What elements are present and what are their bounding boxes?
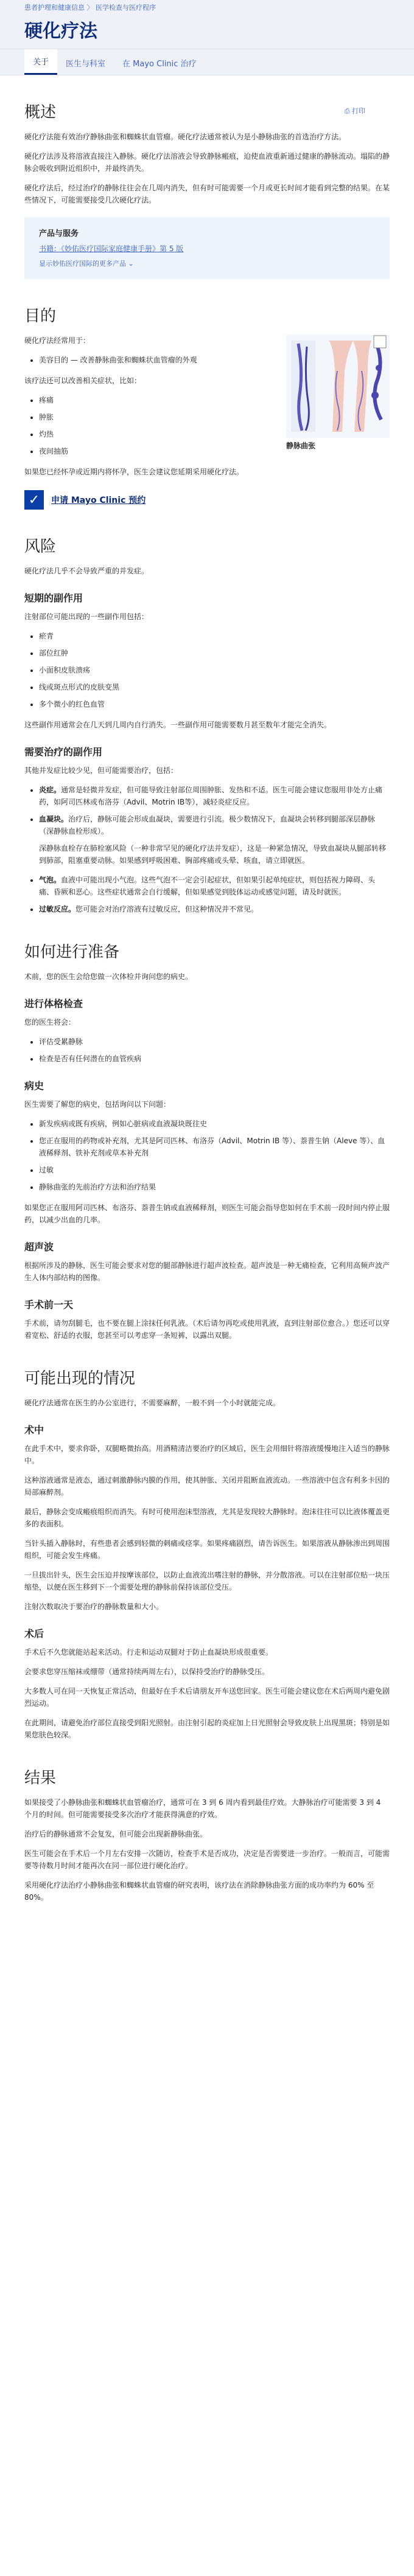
varicose-veins-illustration: [286, 334, 390, 438]
after-paragraph: 大多数人可在同一天恢复正常活动，但最好在手术后请朋友开车送您回家。医生可能会建议您在术后两周内避免剧烈运动。: [24, 1687, 390, 1708]
check-icon: ✓: [24, 490, 44, 510]
treatment-list: [24, 784, 390, 915]
dvt-note: 深静脉血栓存在肺栓塞风险（一种非常罕见的硬化疗法并发症），这是一种紧急情况，导致血凝块从腿部转移到肺部，阻塞重要动脉。如果感到呼吸困难、胸部疼痛或头晕、咳血，请立即就医。: [39, 844, 387, 865]
after-heading: 术后: [24, 1628, 44, 1639]
overview-paragraph: 硬化疗法能有效治疗静脉曲张和蜘蛛状血管瘤。硬化疗法通常被认为是小静脉曲张的首选治疗方法。: [24, 133, 346, 141]
list-item: • 夜间抽筋: [39, 445, 275, 457]
treatment-intro: 其他并发症比较少见，但可能需要治疗，包括：: [24, 766, 178, 775]
desc: 血液中可能出现小气泡。这些气泡不一定会引起症状，但如果引起单纯症状，则包括视力障碍、头痛、昏厥和恶心。这些症状通常会自行缓解，但如果感觉到肢体运动或感觉问题，请及时就医。: [39, 876, 376, 896]
expect-heading: 可能出现的情况: [24, 1369, 136, 1388]
day-before-heading: 手术前一天: [24, 1299, 74, 1311]
short-term-heading: 短期的副作用: [24, 592, 83, 604]
history-after: 如果您正在服用阿司匹林、布洛芬、萘普生钠或血液稀释剂，则医生可能会指导您如何在手术前一段时间内停止服药，以减少出血的几率。: [24, 1203, 390, 1224]
during-paragraph: 在此手术中，要求你卧，双腿略微抬高。用酒精清洁要治疗的区域后，医生会用细针将溶液缓慢地注入适当的静脉中。: [24, 1444, 390, 1465]
list-item: • 过敏: [39, 1164, 390, 1176]
results-paragraph: 医生可能会在手术后一个月左右安排一次随访，检查手术是否成功，决定是否需要进一步治疗。一般而言，可能需要等待数月时间才能再次在同一部位进行硬化治疗。: [24, 1849, 390, 1870]
figure-caption: 静脉曲张: [286, 441, 316, 450]
list-item: • 评估受累静脉: [39, 1036, 390, 1048]
list-item: • 检查是否有任何潜在的血管疾病: [39, 1053, 390, 1065]
expect-intro: 硬化疗法通常在医生的办公室进行，不需要麻醉，一般不到一个小时就能完成。: [24, 1399, 281, 1407]
short-term-list: [24, 630, 390, 710]
list-item: • 灼热: [39, 428, 275, 440]
history-list: [24, 1118, 390, 1193]
overview-heading: 概述: [24, 103, 57, 122]
overview-paragraph: 硬化疗法后，经过治疗的静脉往往会在几周内消失，但有时可能需要一个月或更长时间才能看到完整的结果。在某些情况下，可能需要接受几次硬化疗法。: [24, 184, 390, 204]
prepare-intro: 术前，您的医生会给您做一次体检并询问您的病史。: [24, 972, 193, 981]
appointment-link[interactable]: 申请 Mayo Clinic 预约: [51, 496, 146, 505]
symptoms-list: [24, 394, 275, 457]
list-item: [39, 903, 390, 915]
term: 血凝块。: [39, 815, 69, 823]
results-paragraph: 治疗后的静脉通常不会复发，但可能会出现新静脉曲张。: [24, 1830, 208, 1838]
tab-care[interactable]: 在 Mayo Clinic 治疗: [122, 60, 197, 69]
ultrasound-heading: 超声波: [24, 1241, 54, 1253]
short-term-after: 这些副作用通常会在几天到几周内自行消失。一些副作用可能需要数月甚至数年才能完全消失。: [24, 721, 332, 729]
day-before-text: 手术前，请勿刮腿毛，也不要在腿上涂抹任何乳液。（术后请勿再吃或使用乳液，直到注射部位愈合。）您还可以穿着宽松、舒适的衣服，您甚至可以考虑穿一条短裤，以露出双腿。: [24, 1319, 390, 1340]
page-title: 硬化疗法: [24, 21, 97, 42]
products-link[interactable]: 书籍：《妙佑医疗国际家庭健康手册》第 5 版: [39, 244, 184, 253]
list-item: • 肿胀: [39, 411, 275, 423]
term: 过敏反应。: [39, 905, 76, 913]
tab-doctors[interactable]: 医生与科室: [66, 60, 106, 69]
overview-paragraph: 硬化疗法涉及将溶液直接注入静脉。硬化疗法溶液会导致静脉瘢痕，迫使血液重新通过健康的静脉流动。塌陷的静脉会吸收到附近组织中，并最终消失。: [24, 152, 390, 173]
risks-heading: 风险: [24, 538, 57, 556]
tab-bar: [0, 49, 414, 75]
header: [0, 0, 414, 49]
after-paragraph: 在此期间，请避免治疗部位直接受到阳光照射。由注射引起的炎症加上日光照射会导致皮肤上出现黑斑；特别是如果您肤色较深。: [24, 1719, 390, 1739]
results-heading: 结果: [24, 1769, 57, 1787]
after-paragraph: 会要求您穿压缩袜或绷带（通常持续两周左右），以保持受治疗的静脉受压。: [24, 1667, 270, 1676]
list-item: • 静脉曲张的先前治疗方法和治疗结果: [39, 1181, 390, 1193]
list-item: • 您正在服用的药物或补充剂，尤其是阿司匹林、布洛芬（Advil、Motrin IB 等）、萘普生钠（Aleve 等）、血液稀释剂、铁补充剂或草本补充剂: [39, 1135, 390, 1159]
list-item: • 部位红肿: [39, 647, 390, 659]
history-heading: 病史: [24, 1080, 44, 1092]
purpose-list: [24, 354, 275, 366]
list-item: • 线或斑点形式的皮肤变黑: [39, 681, 390, 693]
during-paragraph: 最后，静脉会变成瘢痕组织而消失。有时可使用泡沫型溶液，尤其是发现较大静脉时。泡沫往往可以比液体覆盖更多的表面积。: [24, 1508, 390, 1528]
desc: 您可能会对治疗溶液有过敏反应，但这种情况并不常见。: [75, 905, 259, 913]
breadcrumb[interactable]: 患者护理和健康信息 〉 医学检查与医疗程序: [24, 4, 156, 12]
exam-heading: 进行体格检查: [24, 998, 83, 1009]
list-item: [39, 813, 390, 867]
list-item: • 疼痛: [39, 394, 275, 406]
short-term-intro: 注射部位可能出现的一些副作用包括：: [24, 612, 149, 621]
print-button[interactable]: [345, 106, 365, 116]
main-content: [0, 100, 414, 1903]
term: 炎症。: [39, 786, 61, 794]
purpose-symptoms-intro: 该疗法还可以改善相关症状，比如：: [24, 376, 142, 385]
results-paragraph: 采用硬化疗法治疗小静脉曲张和蜘蛛状血管瘤的研究表明，该疗法在消除静脉曲张方面的成功率约为 60% 至 80%。: [24, 1881, 374, 1902]
term: 气泡。: [39, 876, 61, 884]
during-paragraph: 一旦拔出针头，医生会压迫并按摩该部位，以防止血液流出嗜注射的静脉，并分散溶液。可以在注射部位贴一块压缩垫，以便在医生移到下一个需要处理的静脉前保持该部位受压。: [24, 1571, 390, 1591]
history-intro: 医生需要了解您的病史，包括询问以下问题：: [24, 1100, 171, 1109]
risks-intro: 硬化疗法几乎不会导致严重的并发症。: [24, 567, 149, 575]
list-item: [39, 784, 390, 808]
products-heading: 产品与服务: [39, 229, 79, 238]
exam-intro: 您的医生将会：: [24, 1018, 76, 1027]
list-item: [39, 874, 390, 898]
exam-list: [24, 1036, 390, 1065]
prepare-heading: 如何进行准备: [24, 943, 120, 961]
during-paragraph: 这种溶液通常是液态，通过刺激静脉内膜的作用，使其肿胀、关闭并阻断血液流动。一些溶液中包含有利多卡因的局部麻醉剂。: [24, 1476, 390, 1497]
list-item: • 新发疾病或既有疾病，例如心脏病或血液凝块既往史: [39, 1118, 390, 1130]
results-paragraph: 如果接受了小静脉曲张和蜘蛛状血管瘤治疗，通常可在 3 到 6 周内看到最佳疗效。大静脉治疗可能需要 3 到 4 个月的时间。但可能需要接受多次治疗才能获得满意的疗效。: [24, 1798, 381, 1819]
tab-about[interactable]: 关于: [24, 49, 57, 75]
purpose-intro: 硬化疗法经常用于：: [24, 336, 91, 345]
list-item: • 瘀青: [39, 630, 390, 642]
treatment-side-effects-heading: 需要治疗的副作用: [24, 746, 103, 758]
ultrasound-text: 根据所涉及的静脉，医生可能会要求对您的腿部静脉进行超声波检查。超声波是一种无痛检查，它利用高频声波产生人体内部结构的图像。: [24, 1261, 390, 1282]
list-item: • 小面积皮肤溃疡: [39, 664, 390, 676]
appointment-cta[interactable]: [24, 490, 390, 510]
print-label: 打印: [352, 107, 365, 115]
after-paragraph: 手术后不久您就能站起来活动。行走和运动双腿对于防止血凝块形成很重要。: [24, 1648, 273, 1657]
print-icon: ⎙: [344, 107, 350, 115]
purpose-heading: 目的: [24, 307, 57, 325]
desc: 通常是轻微并发症，但可能导致注射部位周围肿胀、发热和不适。医生可能会建议您服用非处方止痛药，如阿司匹林或布洛芬（Advil、Motrin IB等），减轻炎症反应。: [39, 786, 383, 806]
products-box: [24, 217, 390, 279]
list-item: • 多个微小的红色血管: [39, 698, 390, 710]
products-more-link[interactable]: 显示妙佑医疗国际的更多产品 ⌄: [39, 260, 134, 268]
varicose-figure[interactable]: [286, 334, 390, 466]
list-item: • 美容目的 — 改善静脉曲张和蜘蛛状血管瘤的外观: [39, 354, 275, 366]
during-paragraph: 当针头插入静脉时，有些患者会感到轻微的刺痛或痉挛。如果疼痛剧烈，请告诉医生。如果溶液从静脉渗出到周围组织，可能会发生疼痛。: [24, 1539, 390, 1560]
pregnancy-note: 如果您已经怀孕或近期内将怀孕，医生会建议您延期采用硬化疗法。: [24, 468, 244, 476]
during-heading: 术中: [24, 1424, 44, 1436]
desc: 治疗后，静脉可能会形成血凝块，需要进行引流。极少数情况下，血凝块会转移到腿部深层静脉（深静脉血栓形成）。: [39, 815, 376, 836]
during-paragraph: 注射次数取决于要治疗的静脉数量和大小。: [24, 1602, 164, 1611]
